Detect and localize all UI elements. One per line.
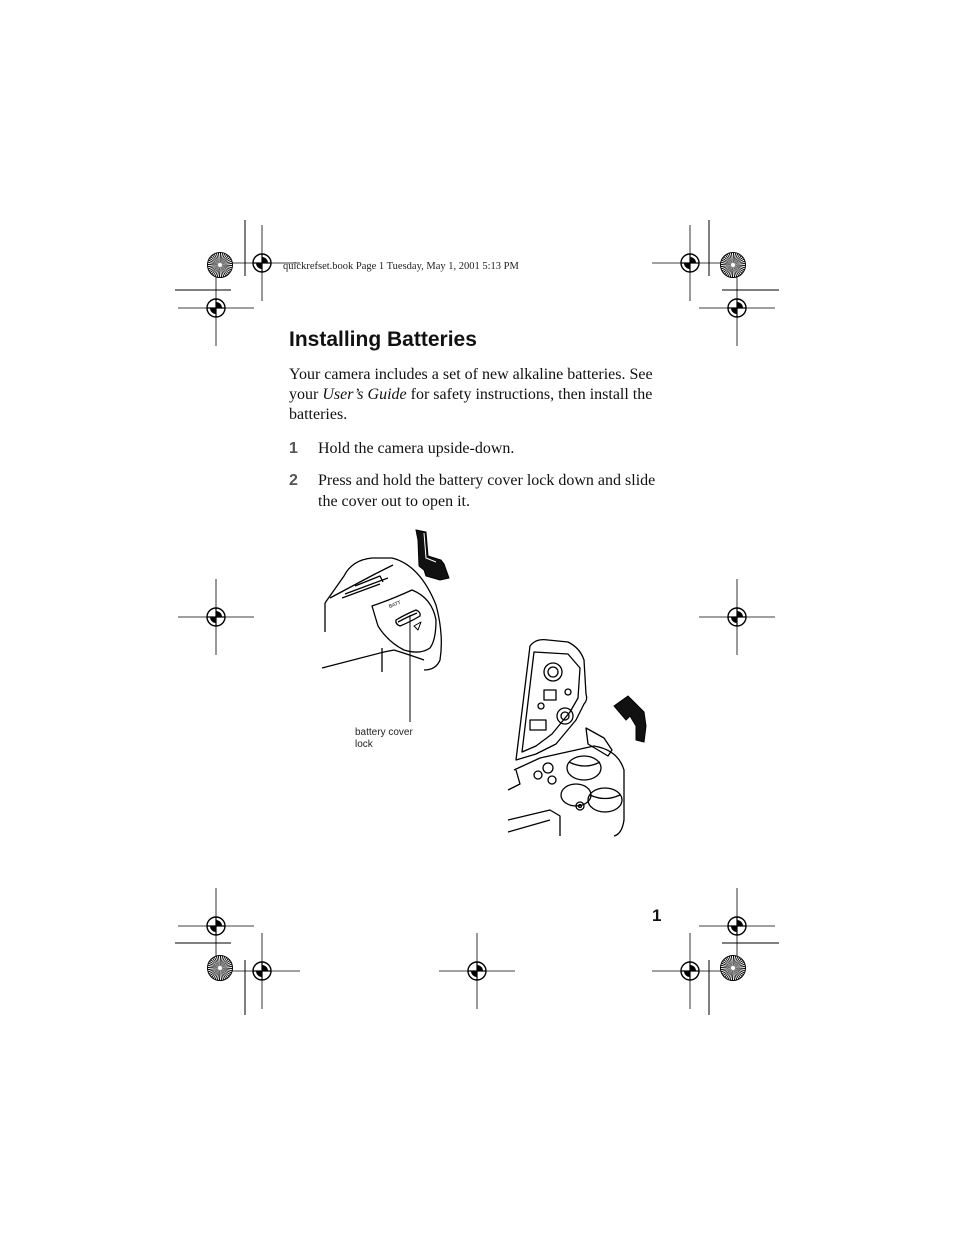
step-1 — [289, 438, 679, 460]
registration-target-icon — [652, 225, 728, 301]
battery-cover-lock-callout — [355, 727, 413, 751]
color-wheels — [208, 253, 746, 981]
intro-text-1: Your camera includes a set of new alkaline batteries. See your — [289, 366, 653, 403]
registration-target-icon — [699, 270, 775, 346]
registration-target-icon — [699, 579, 775, 655]
registration-target-icon — [224, 933, 300, 1009]
callout-line-2: lock — [355, 739, 373, 750]
batt-engraving: BATT — [388, 599, 402, 610]
step-number: 1 — [289, 440, 298, 457]
registration-target-icon — [652, 933, 728, 1009]
step-2 — [289, 470, 679, 514]
crop-marks — [175, 220, 779, 1015]
intro-text-2: for safety instructions, then install the batteries. — [289, 386, 653, 423]
camera-closed-illustration — [322, 558, 441, 722]
color-wheel-icon — [208, 253, 233, 278]
slide-direction-arrow-icon — [416, 530, 449, 580]
page-number: 1 — [652, 906, 662, 925]
color-wheel-icon — [721, 956, 746, 981]
registration-target-icon — [178, 270, 254, 346]
intro-paragraph — [289, 365, 669, 425]
registration-target-icon — [439, 933, 515, 1009]
camera-open-illustration — [508, 640, 624, 836]
color-wheel-icon — [208, 956, 233, 981]
registration-target-icon — [699, 888, 775, 964]
registration-target-icon — [178, 888, 254, 964]
step-text: Hold the camera upside-down. — [318, 440, 515, 457]
slug-line: quickrefset.book Page 1 Tuesday, May 1, 2001 5:13 PM — [283, 261, 519, 272]
step-number: 2 — [289, 472, 298, 489]
users-guide-reference: User’s Guide — [322, 386, 407, 403]
open-direction-arrow-icon — [614, 696, 646, 742]
step-text: Press and hold the battery cover lock down and slide the cover out to open it. — [318, 472, 656, 510]
callout-line-1: battery cover — [355, 727, 413, 738]
page-title: Installing Batteries — [289, 328, 477, 351]
color-wheel-icon — [721, 253, 746, 278]
registration-target-icon — [178, 579, 254, 655]
